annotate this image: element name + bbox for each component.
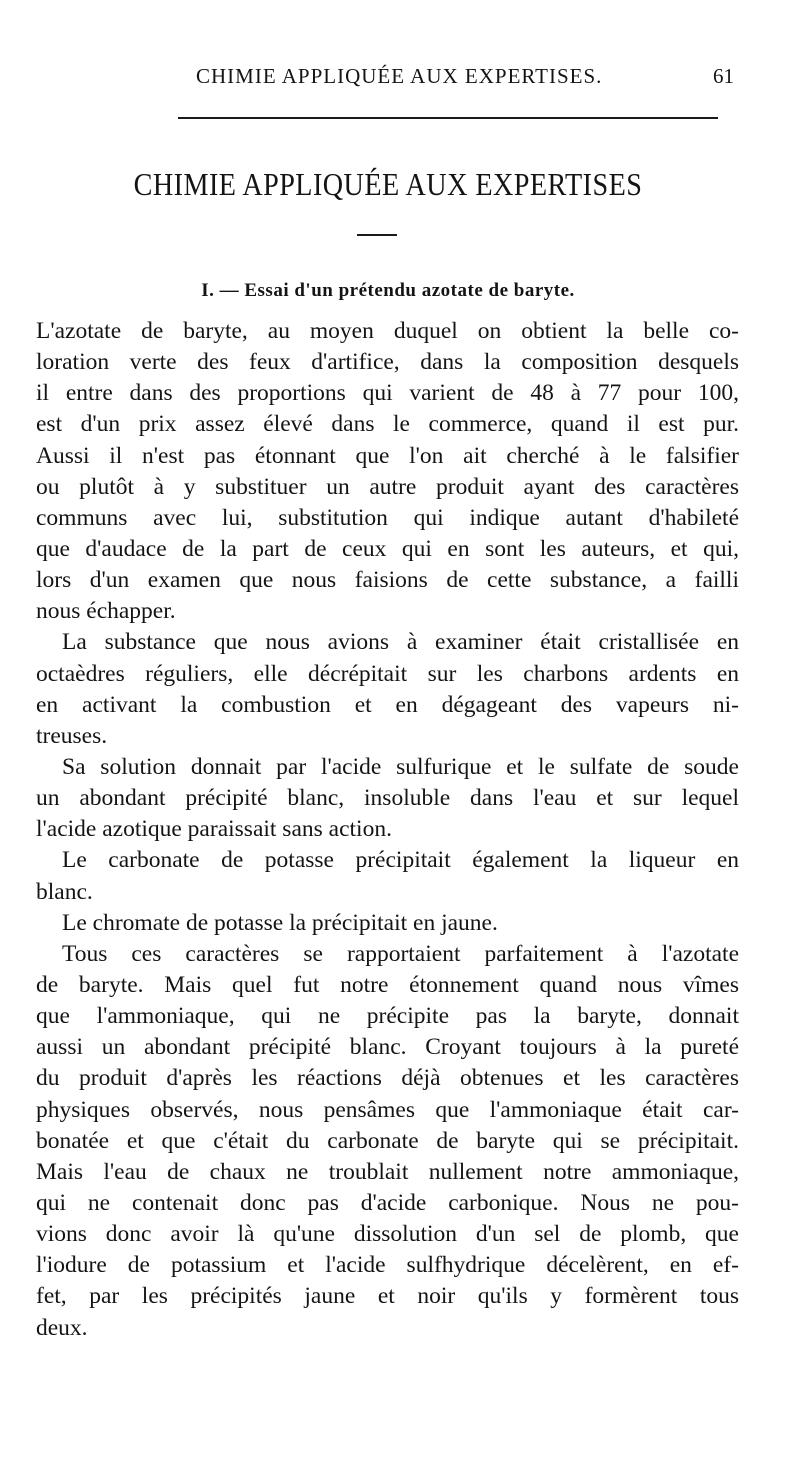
text-line: vions donc avoir là qu'une dissolution d'un sel de plomb, que — [36, 1221, 739, 1248]
text-line: La substance que nous avions à examiner était cristallisée en — [62, 629, 739, 656]
text-line: Le chromate de potasse la précipitait en jaune. — [62, 909, 498, 936]
text-line: Aussi il n'est pas étonnant que l'on ait cherché à le falsifier — [36, 442, 739, 469]
text-line: deux. — [36, 1314, 88, 1341]
text-line: l'iodure de potassium et l'acide sulfhydrique décelèrent, en ef- — [36, 1252, 739, 1279]
text-line: Tous ces caractères se rapportaient parfaitement à l'azotate — [62, 940, 739, 967]
text-line: aussi un abondant précipité blanc. Croyant toujours à la pureté — [36, 1034, 739, 1061]
text-line: Mais l'eau de chaux ne troublait nullement notre ammoniaque, — [36, 1158, 739, 1185]
text-line: L'azotate de baryte, au moyen duquel on obtient la belle co- — [36, 318, 739, 344]
chapter-title: CHIMIE APPLIQUÉE AUX EXPERTISES — [133, 166, 643, 202]
text-line: loration verte des feux d'artifice, dans la composition desquels — [36, 349, 739, 376]
text-line: Le carbonate de potasse précipitait également la liqueur en — [62, 847, 739, 874]
text-line: nous échapper. — [36, 598, 176, 625]
text-line: du produit d'après les réactions déjà obtenues et les caractères — [36, 1065, 739, 1092]
page-number: 61 — [713, 64, 734, 88]
body-text — [36, 316, 739, 1344]
text-line: Sa solution donnait par l'acide sulfurique et le sulfate de soude — [62, 753, 739, 780]
text-line: l'acide azotique paraissait sans action. — [36, 816, 392, 843]
text-line: octaèdres réguliers, elle décrépitait sur les charbons ardents en — [36, 660, 739, 687]
text-line: physiques observés, nous pensâmes que l'ammoniaque était car- — [36, 1096, 739, 1123]
text-line: lors d'un examen que nous faisions de cette substance, a failli — [36, 567, 739, 594]
text-line: de baryte. Mais quel fut notre étonnement quand nous vîmes — [36, 971, 739, 998]
running-head — [0, 58, 800, 98]
text-line: communs avec lui, substitution qui indique autant d'habileté — [36, 504, 739, 531]
title-rule — [357, 234, 397, 236]
text-line: blanc. — [36, 878, 93, 905]
text-line: en activant la combustion et en dégageant des vapeurs ni- — [36, 691, 739, 718]
text-line: bonatée et que c'était du carbonate de baryte qui se précipitait. — [36, 1127, 739, 1154]
header-rule — [178, 117, 718, 119]
text-line: fet, par les précipités jaune et noir qu'ils y formèrent tous — [36, 1283, 739, 1310]
text-line: ou plutôt à y substituer un autre produit ayant des caractères — [36, 473, 739, 500]
text-line: est d'un prix assez élevé dans le commerce, quand il est pur. — [36, 411, 739, 438]
section-heading: I. — Essai d'un prétendu azotate de baryte. — [201, 280, 575, 301]
text-line: il entre dans des proportions qui varient de 48 à 77 pour 100, — [36, 380, 739, 407]
text-line: un abondant précipité blanc, insoluble dans l'eau et sur lequel — [36, 785, 739, 812]
text-line: que l'ammoniaque, qui ne précipite pas la baryte, donnait — [36, 1003, 739, 1030]
text-line: qui ne contenait donc pas d'acide carbonique. Nous ne pou- — [36, 1189, 739, 1216]
running-title: CHIMIE APPLIQUÉE AUX EXPERTISES. — [196, 64, 603, 88]
text-line: treuses. — [36, 722, 108, 749]
text-line: que d'audace de la part de ceux qui en sont les auteurs, et qui, — [36, 535, 739, 562]
